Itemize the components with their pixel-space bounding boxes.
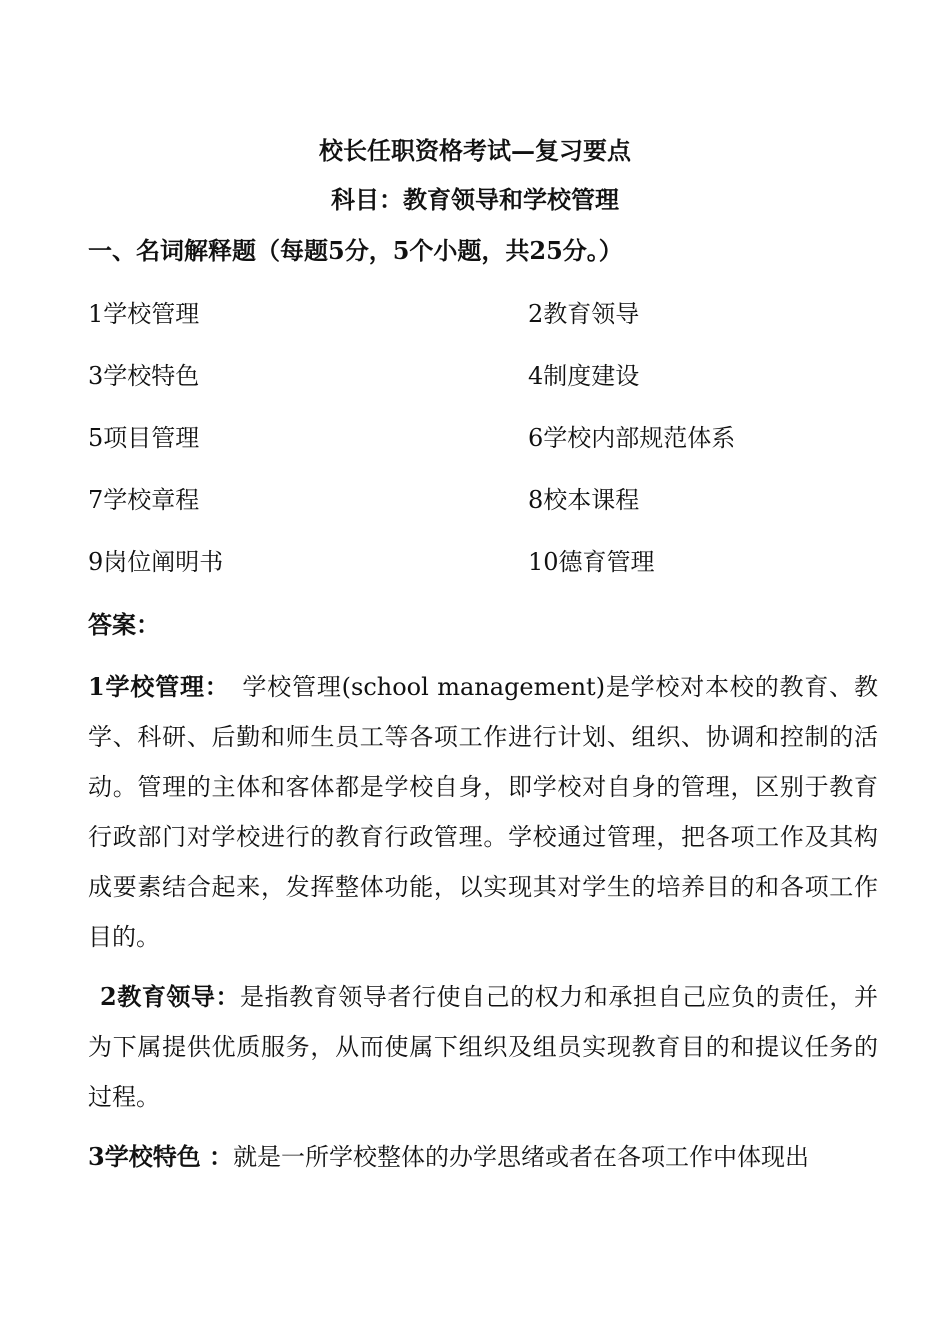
answer-paragraph xyxy=(88,972,878,1122)
answer-paragraph xyxy=(88,662,878,962)
answer-paragraph xyxy=(88,1132,878,1182)
term-item: 5项目管理 xyxy=(88,424,200,452)
section-heading: 一、名词解释题（每题5分，5个小题，共25分。） xyxy=(88,236,623,265)
term-item: 4制度建设 xyxy=(528,362,640,390)
term-item: 8校本课程 xyxy=(528,486,640,514)
term-item: 10德育管理 xyxy=(528,548,655,576)
term-item: 7学校章程 xyxy=(88,486,200,514)
term-item: 6学校内部规范体系 xyxy=(528,424,736,452)
term-item: 3学校特色 xyxy=(88,362,200,390)
answer-term: 2教育领导： xyxy=(100,982,241,1011)
answer-text: 就是一所学校整体的办学思绪或者在各项工作中体现出 xyxy=(233,1143,810,1171)
term-item: 1学校管理 xyxy=(88,300,200,328)
term-item: 2教育领导 xyxy=(528,300,640,328)
answer-text: 是指教育领导者行使自己的权力和承担自己应负的责任，并为下属提供优质服务，从而使属下组织及组员实现教育目的和提议任务的过程。 xyxy=(88,983,878,1111)
document-subtitle: 科目：教育领导和学校管理 xyxy=(331,185,619,214)
answer-term: 1学校管理： xyxy=(88,672,218,701)
answer-text: 学校管理(school management)是学校对本校的教育、教学、科研、后勤和师生员工等各项工作进行计划、组织、协调和控制的活动。管理的主体和客体都是学校自身，即学校对自身的管理，区别于教育行政部门对学校进行的教育行政管理。学校通过管理，把各项工作及其构成要素结合起来，发挥整体功能，以实现其对学生的培养目的和各项工作目的。 xyxy=(88,673,878,951)
term-item: 9岗位阐明书 xyxy=(88,548,224,576)
answer-term: 3学校特色 ： xyxy=(88,1142,234,1171)
document-title: 校长任职资格考试—复习要点 xyxy=(319,136,631,165)
answers-label: 答案： xyxy=(88,610,160,639)
